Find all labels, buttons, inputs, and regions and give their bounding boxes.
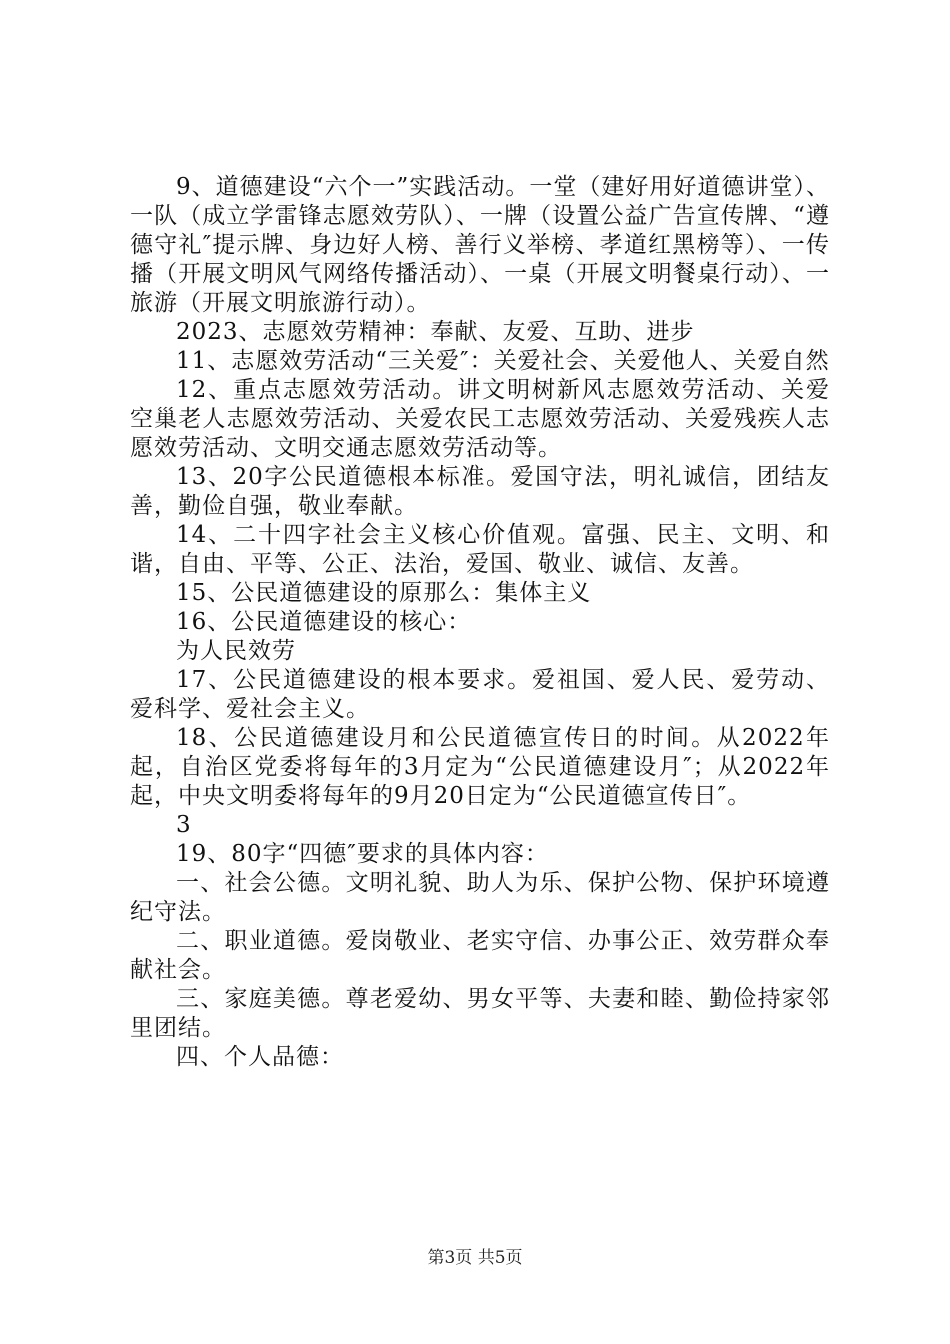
paragraph-item-14: 14、二十四字社会主义核心价值观。富强、民主、文明、和谐，自由、平等、公正、法治，爱国、敬业、诚信、友善。: [130, 522, 830, 577]
paragraph-family-virtues: 三、家庭美德。尊老爱幼、男女平等、夫妻和睦、勤俭持家邻里团结。: [130, 986, 830, 1041]
page-footer: 第3页 共5页: [427, 1248, 523, 1268]
paragraph-item-17: 17、公民道德建设的根本要求。爱祖国、爱人民、爱劳动、爱科学、爱社会主义。: [130, 667, 830, 722]
paragraph-item-16: 16、公民道德建设的核心：: [176, 609, 472, 635]
paragraph-page-marker: 3: [176, 812, 192, 838]
paragraph-professional-ethics: 二、职业道德。爱岗敬业、老实守信、办事公正、效劳群众奉献社会。: [130, 928, 830, 983]
paragraph-item-16-answer: 为人民效劳: [176, 638, 296, 664]
paragraph-item-18: 18、公民道德建设月和公民道德宣传日的时间。从2022年起，自治区党委将每年的3月定为“公民道德建设月″；从2022年起，中央文明委将每年的9月20日定为“公民道德宣传日″。: [130, 725, 830, 809]
paragraph-social-morality: 一、社会公德。文明礼貌、助人为乐、保护公物、保护环境遵纪守法。: [130, 870, 830, 925]
paragraph-item-9: 9、道德建设“六个一”实践活动。一堂（建好用好道德讲堂）、一队（成立学雷锋志愿效劳队）、一牌（设置公益广告宣传牌、“遵德守礼″提示牌、身边好人榜、善行义举榜、孝道红黑榜等）、一传播（开展文明风气网络传播活动）、一桌（开展文明餐桌行动）、一旅游（开展文明旅游行动）。: [130, 174, 830, 316]
paragraph-personal-character: 四、个人品德：: [176, 1044, 344, 1070]
paragraph-item-19: 19、80字“四德″要求的具体内容：: [176, 841, 549, 867]
paragraph-item-12: 12、重点志愿效劳活动。讲文明树新风志愿效劳活动、关爱空巢老人志愿效劳活动、关爱农民工志愿效劳活动、关爱残疾人志愿效劳活动、文明交通志愿效劳活动等。: [130, 377, 830, 461]
paragraph-item-11: 11、志愿效劳活动“三关爱″：关爱社会、关爱他人、关爱自然: [176, 348, 830, 374]
paragraph-item-10: 2023、志愿效劳精神：奉献、友爱、互助、进步: [176, 319, 695, 345]
document-body: [130, 173, 830, 1072]
paragraph-item-15: 15、公民道德建设的原那么：集体主义: [176, 580, 592, 606]
paragraph-item-13: 13、20字公民道德根本标准。爱国守法，明礼诚信，团结友善，勤俭自强，敬业奉献。: [130, 464, 830, 519]
